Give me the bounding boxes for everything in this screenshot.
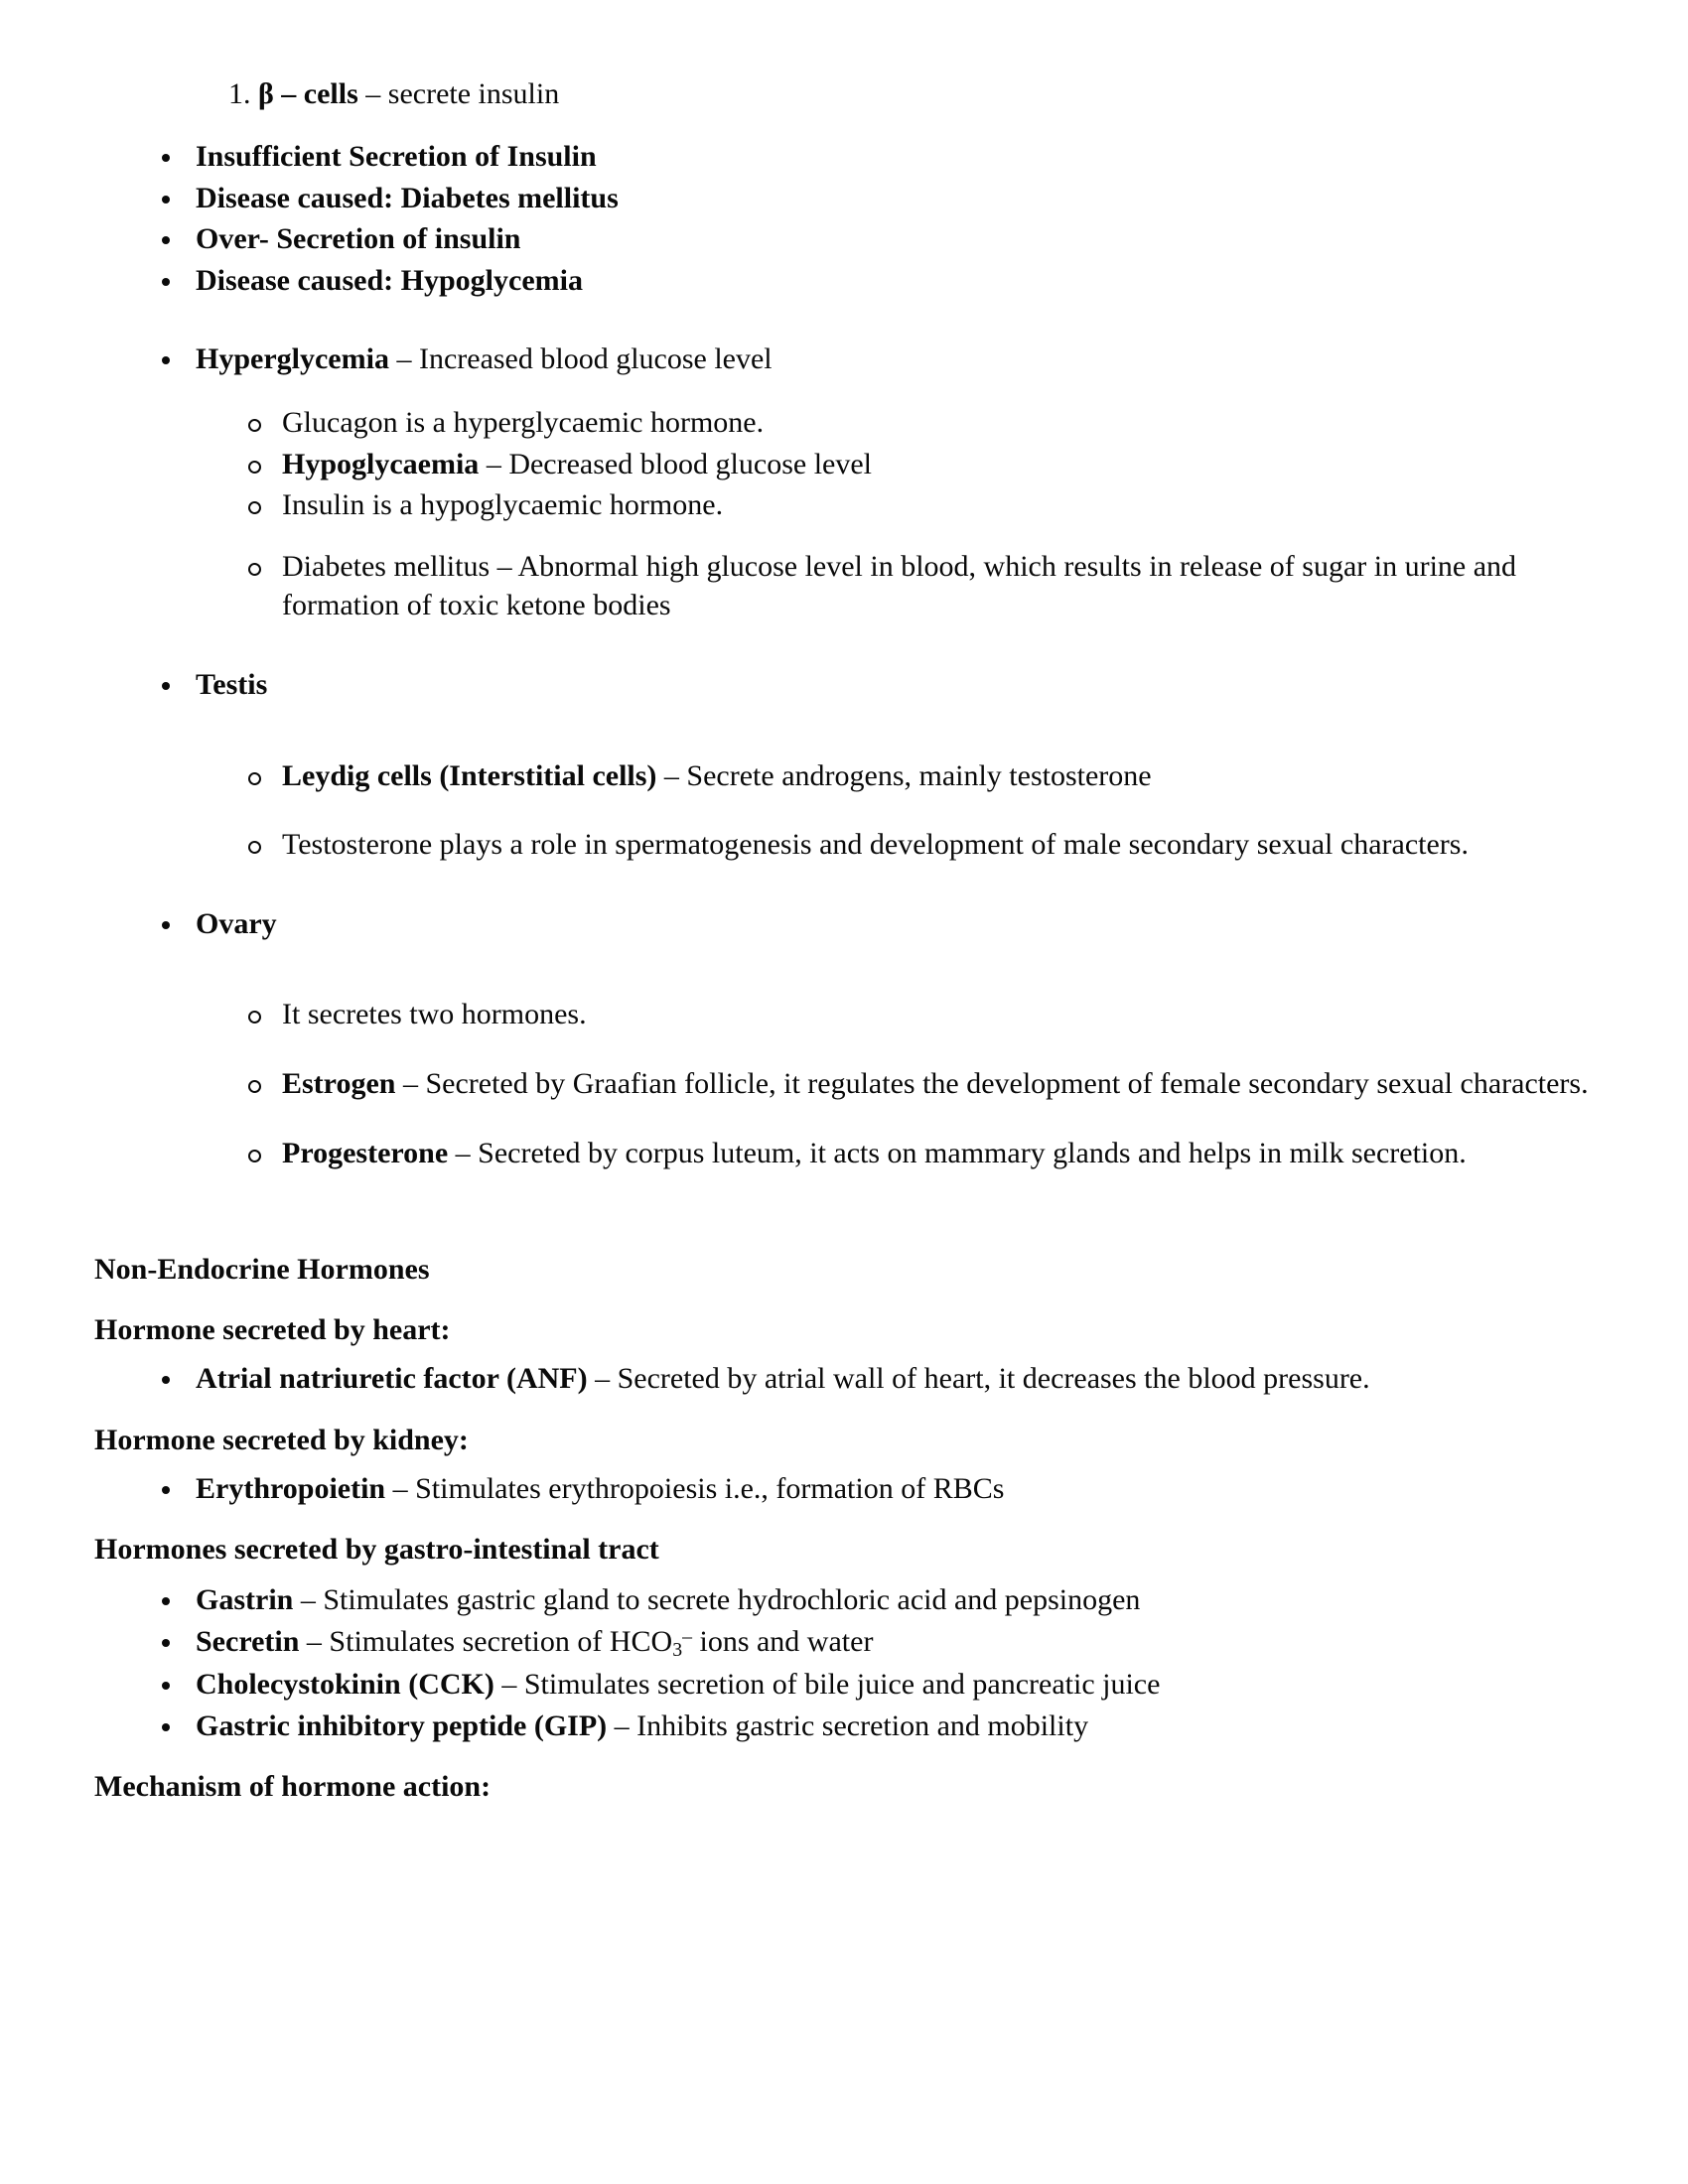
list-item <box>154 340 1618 379</box>
ovary-bullet <box>94 904 1618 944</box>
insulin-bullet-list <box>94 137 1618 300</box>
testis-sub-list <box>94 756 1618 865</box>
sub-item-term: Hypoglycaemia <box>282 447 480 480</box>
hormone-term: Gastric inhibitory peptide (GIP) <box>196 1708 608 1742</box>
chemical-superscript: – <box>682 1625 692 1648</box>
list-item: Over- Secretion of insulin <box>154 219 1618 259</box>
list-item <box>154 1469 1618 1509</box>
list-item <box>238 445 1618 484</box>
list-item: Insufficient Secretion of Insulin <box>154 137 1618 177</box>
hormone-term: Cholecystokinin (CCK) <box>196 1667 494 1701</box>
list-item <box>154 1359 1618 1399</box>
hyperglycemia-term: Hyperglycemia <box>196 342 389 376</box>
sub-item-text: Glucagon is a hyperglycaemic hormone. <box>282 405 765 439</box>
hyperglycemia-bullet <box>94 340 1618 379</box>
list-item <box>154 1580 1618 1620</box>
list-item: Ovary <box>154 904 1618 944</box>
numbered-item-beta-cells <box>228 74 1618 113</box>
list-item <box>238 403 1618 443</box>
heading-hormones-gi-tract: Hormones secreted by gastro-intestinal tract <box>94 1533 659 1567</box>
hormone-term: Erythropoietin <box>196 1471 386 1505</box>
numbered-item-number: 1. <box>228 77 251 110</box>
heart-hormone-list <box>94 1359 1618 1399</box>
sub-item-text: – Secreted by Graafian follicle, it regulates the development of female secondary sexual characters. <box>395 1066 1589 1100</box>
diabetes-note-text: Diabetes mellitus – Abnormal high glucose level in blood, which results in release of sugar in urine and formation of toxic ketone bodies <box>282 549 1517 622</box>
list-item <box>154 1665 1618 1705</box>
testis-bullet <box>94 665 1618 705</box>
hyperglycemia-definition: – Increased blood glucose level <box>388 342 773 376</box>
sub-item-term: Leydig cells (Interstitial cells) <box>282 758 657 792</box>
hormone-text: – Secreted by atrial wall of heart, it decreases the blood pressure. <box>587 1362 1370 1396</box>
sub-item-term: Progesterone <box>282 1136 449 1169</box>
list-item <box>154 1622 1618 1663</box>
sub-item-text: Testosterone plays a role in spermatogenesis and development of male secondary sexual characters. <box>282 828 1469 862</box>
kidney-hormone-list <box>94 1469 1618 1509</box>
heading-mechanism-of-hormone-action: Mechanism of hormone action: <box>94 1770 492 1804</box>
heading-hormone-kidney: Hormone secreted by kidney: <box>94 1423 469 1456</box>
list-item <box>238 756 1618 796</box>
list-item <box>154 1706 1618 1746</box>
numbered-item-rest: – secrete insulin <box>357 77 560 110</box>
list-item <box>238 1134 1618 1173</box>
hormone-term: Secretin <box>196 1624 300 1658</box>
numbered-item-term: β – cells <box>258 77 358 110</box>
hormone-text: – Inhibits gastric secretion and mobility <box>607 1708 1089 1742</box>
sub-item-text: Insulin is a hypoglycaemic hormone. <box>282 488 724 522</box>
list-item: Testis <box>154 665 1618 705</box>
list-item: Disease caused: Hypoglycemia <box>154 261 1618 301</box>
sub-item-text: It secretes two hormones. <box>282 998 587 1031</box>
hormone-text-after: ions and water <box>691 1624 874 1658</box>
hormone-text-before: – Stimulates secretion of HCO <box>299 1624 673 1658</box>
hormone-term: Atrial natriuretic factor (ANF) <box>196 1362 588 1396</box>
list-item <box>238 485 1618 525</box>
hormone-text: – Stimulates secretion of bile juice and pancreatic juice <box>493 1667 1161 1701</box>
gi-hormone-list <box>94 1580 1618 1745</box>
diabetes-note-list <box>94 547 1618 625</box>
list-item <box>238 995 1618 1034</box>
sub-item-text: – Decreased blood glucose level <box>479 447 872 480</box>
list-item <box>238 825 1618 865</box>
sub-item-text: – Secrete androgens, mainly testosterone <box>656 758 1152 792</box>
heading-hormone-heart: Hormone secreted by heart: <box>94 1313 451 1347</box>
list-item <box>238 1064 1618 1104</box>
section-title-non-endocrine: Non-Endocrine Hormones <box>94 1253 430 1287</box>
sub-item-text: – Secreted by corpus luteum, it acts on mammary glands and helps in milk secretion. <box>448 1136 1467 1169</box>
list-item: Disease caused: Diabetes mellitus <box>154 179 1618 218</box>
sub-item-term: Estrogen <box>282 1066 396 1100</box>
list-item <box>238 547 1618 625</box>
hormone-text: – Stimulates gastric gland to secrete hydrochloric acid and pepsinogen <box>293 1583 1141 1617</box>
ovary-sub-list <box>94 995 1618 1172</box>
hyperglycemia-sub-list <box>94 403 1618 525</box>
hormone-term: Gastrin <box>196 1583 294 1617</box>
chemical-subscript: 3 <box>672 1638 683 1661</box>
hormone-text: – Stimulates erythropoiesis i.e., formation of RBCs <box>385 1471 1005 1505</box>
